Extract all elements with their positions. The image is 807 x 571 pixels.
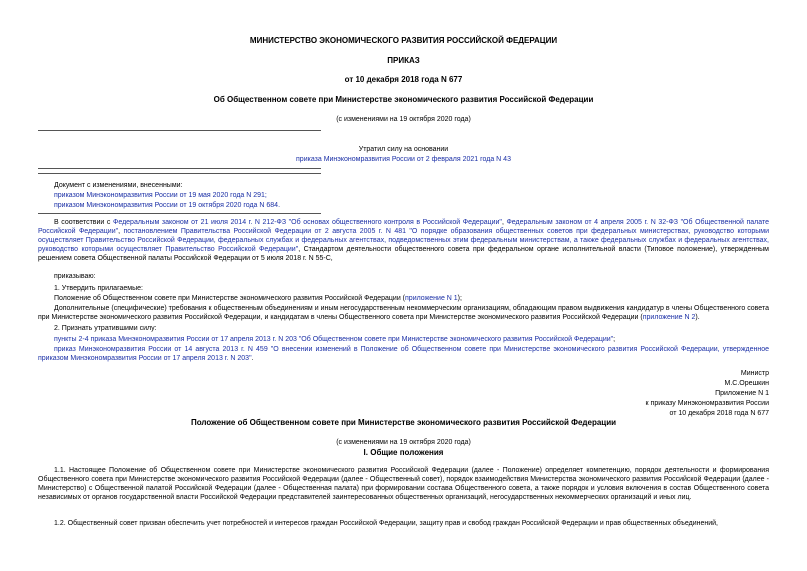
document-date-number: от 10 декабря 2018 года N 677 (344, 75, 463, 84)
appendix-2-link[interactable]: приложение N 2 (642, 314, 696, 321)
appendix-1-link[interactable]: приложение N 1 (405, 295, 458, 302)
law-link-212fz[interactable]: Федеральным законом от 21 июля 2014 г. N 212-ФЗ "Об основах общественного контроля в Российской Федерации" (113, 219, 502, 226)
item-1-a: Положение об Общественном совете при Министерстве экономического развития Российской Федерации (приложение N 1); (54, 295, 462, 302)
preamble-paragraph: В соответствии с Федеральным законом от 21 июля 2014 г. N 212-ФЗ "Об основах общественного контроля в Российской Федерации", Федеральным законом от 4 апреля 2005 г. N 32-ФЗ "Об Общественной палате Российской Федерации", постановлением Правительства Российской Федерации от 2 августа 2005 г. N 481 "О порядке образования общественных советов при федеральных министерствах, руководство которыми осуществляет Правительство Российской Федерации, федеральных службах и федеральных агентствах, подведомственных этим федеральным министерствам, а также федеральных службах и федеральных агентствах, руководство которыми осуществляет Правительство Российской Федерации", Стандартом деятельности общественного совета при федеральном органе исполнительной власти (Типовое положение), утвержденным решением совета Общественной палаты Российской Федерации от 5 июля 2018 г. N 55-С, (38, 219, 770, 262)
resolution-link-481[interactable]: постановлением Правительства Российской Федерации от 2 августа 2005 г. N 481 "О порядке образования общественных советов при федеральных министерствах, руководство которыми осуществляет Правительство Российской Федерации, федеральных службах и федеральных агентствах, подведомственных этим федеральным министерствам, а также федеральных службах и федеральных агентствах, руководство которыми осуществляет Правительство Российской Федерации" (38, 228, 770, 253)
repeal-order-link[interactable]: приказа Минэкономразвития России от 2 февраля 2021 года N 43 (296, 156, 511, 163)
repealed-order-203-link[interactable]: пункты 2-4 приказа Минэкономразвития России от 17 апреля 2013 г. N 203 "Об Общественном совете при Министерстве экономического развития Российской Федерации" (54, 336, 614, 343)
amendment-link[interactable]: приказом Минэкономразвития России от 19 октября 2020 года N 684. (54, 202, 281, 209)
appendix-date: от 10 декабря 2018 года N 677 (669, 410, 769, 417)
regulation-title: Положение об Общественном совете при Министерстве экономического развития Российской Федерации (190, 418, 617, 427)
appendix-label: Приложение N 1 (715, 390, 769, 397)
divider (38, 213, 321, 214)
signature-name: М.С.Орешкин (724, 380, 769, 387)
section-1-heading: I. Общие положения (363, 448, 444, 457)
item-1-heading: 1. Утвердить прилагаемые: (54, 285, 143, 292)
clause-1-2: 1.2. Общественный совет призван обеспечить учет потребностей и интересов граждан Российской Федерации, защиту прав и свобод граждан Российской Федерации и прав общественных объединений, (54, 520, 719, 527)
item-2-b: приказ Минэкономразвития России от 14 августа 2013 г. N 459 "О внесении изменений в Положение об Общественном совете при Министерстве экономического развития Российской Федерации, утвержденное приказом Минэкономразвития России от 17 апреля 2013 г. N 203". (38, 346, 769, 362)
signature-position: Министр (740, 370, 769, 377)
clause-1-1: 1.1. Настоящее Положение об Общественном совете при Министерстве экономического развития Российской Федерации (далее - Положение) определяет компетенцию, порядок деятельности и формирования Общественного совета при Министерстве экономического развития Российской Федерации (далее - Общественный совет), порядок взаимодействия Министерства экономического развития Российской Федерации (далее - Министерство) с Общественной палатой Российской Федерации (далее - Общественная палата) при формировании состава Общественного совета, а также порядок и условия включения в состав Общественного совета независимых от органов государственной власти Российской Федерации представителей заинтересованных общественных организаций, негосударственных некоммерческих организаций и иных лиц. (38, 467, 769, 501)
document-type: ПРИКАЗ (387, 56, 420, 65)
ministry-heading: МИНИСТЕРСТВО ЭКОНОМИЧЕСКОГО РАЗВИТИЯ РОССИЙСКОЙ ФЕДЕРАЦИИ (249, 36, 558, 45)
amendments-intro: Документ с изменениями, внесенными: (54, 182, 183, 189)
divider (38, 168, 321, 169)
document-changes-note: (с изменениями на 19 октября 2020 года) (336, 116, 471, 123)
divider (38, 130, 321, 131)
law-link-32fz[interactable]: Федеральным законом от 4 апреля 2005 г. N 32-ФЗ "Об Общественной палате Российской Федерации" (38, 219, 770, 235)
item-2-a: пункты 2-4 приказа Минэкономразвития России от 17 апреля 2013 г. N 203 "Об Общественном совете при Министерстве экономического развития Российской Федерации"; (54, 336, 616, 343)
repealed-order-459-link[interactable]: приказ Минэкономразвития России от 14 августа 2013 г. N 459 "О внесении изменений в Положение об Общественном совете при Министерстве экономического развития Российской Федерации, утвержденное приказом Минэкономразвития России от 17 апреля 2013 г. N 203" (38, 346, 769, 362)
item-2-heading: 2. Признать утратившими силу: (54, 325, 157, 332)
divider (38, 173, 321, 174)
regulation-changes-note: (с изменениями на 19 октября 2020 года) (336, 439, 471, 446)
repeal-notice: Утратил силу на основании (358, 146, 449, 153)
item-1-b: Дополнительные (специфические) требования к общественным объединениям и иным негосударственным некоммерческим организациям, обладающим правом выдвижения кандидатур в члены Общественного совета при Министерстве экономического развития Российской Федерации, и кандидатам в члены Общественного совета при Министерстве экономического развития Российской Федерации (приложение N 2). (38, 305, 769, 321)
appendix-order-ref: к приказу Минэкономразвития России (645, 400, 769, 407)
document-title: Об Общественном совете при Министерстве экономического развития Российской Федерации (213, 95, 594, 104)
amendment-link[interactable]: приказом Минэкономразвития России от 19 мая 2020 года N 291; (54, 192, 267, 199)
order-word: приказываю: (54, 273, 96, 280)
